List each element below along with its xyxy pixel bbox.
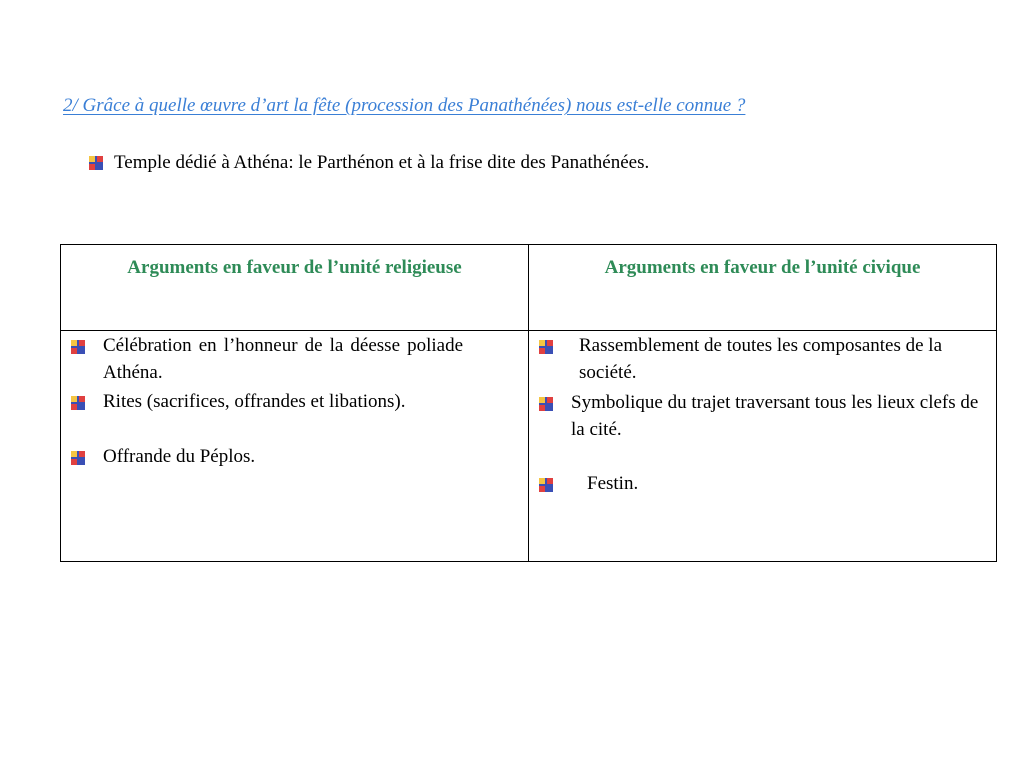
religious-item	[103, 332, 463, 386]
religious-item-text: Offrande du Péplos.	[103, 446, 256, 467]
civic-item	[587, 470, 967, 497]
question-heading: 2/ Grâce à quelle œuvre d’art la fête (procession des Panathénées) nous est-elle connue ?	[63, 95, 746, 116]
religious-item	[103, 443, 483, 470]
civic-item-text: Rassemblement de toutes les composantes de la société.	[579, 335, 943, 383]
bullet-icon	[539, 397, 553, 411]
bullet-icon	[71, 396, 85, 410]
religious-item-text: Rites (sacrifices, offrandes et libations).	[103, 391, 406, 412]
religious-item	[103, 388, 483, 415]
civic-item-text: Symbolique du trajet traversant tous les lieux clefs de la cité.	[571, 392, 979, 440]
bullet-icon	[539, 340, 553, 354]
bullet-icon	[539, 478, 553, 492]
religious-item-text: Célébration en l’honneur de la déesse poliade Athéna.	[103, 335, 463, 383]
civic-item-text: Festin.	[587, 473, 639, 494]
bullet-icon	[71, 451, 85, 465]
arguments-table	[60, 244, 997, 562]
header-religious: Arguments en faveur de l’unité religieuse	[61, 245, 529, 331]
bullet-icon	[89, 156, 103, 170]
header-civic: Arguments en faveur de l’unité civique	[529, 245, 997, 331]
civic-item	[579, 332, 974, 386]
civic-item	[571, 389, 991, 443]
intro-text: Temple dédié à Athéna: le Parthénon et à la frise dite des Panathénées.	[114, 152, 650, 173]
civic-cell	[529, 331, 997, 562]
religious-cell	[61, 331, 529, 562]
bullet-icon	[71, 340, 85, 354]
